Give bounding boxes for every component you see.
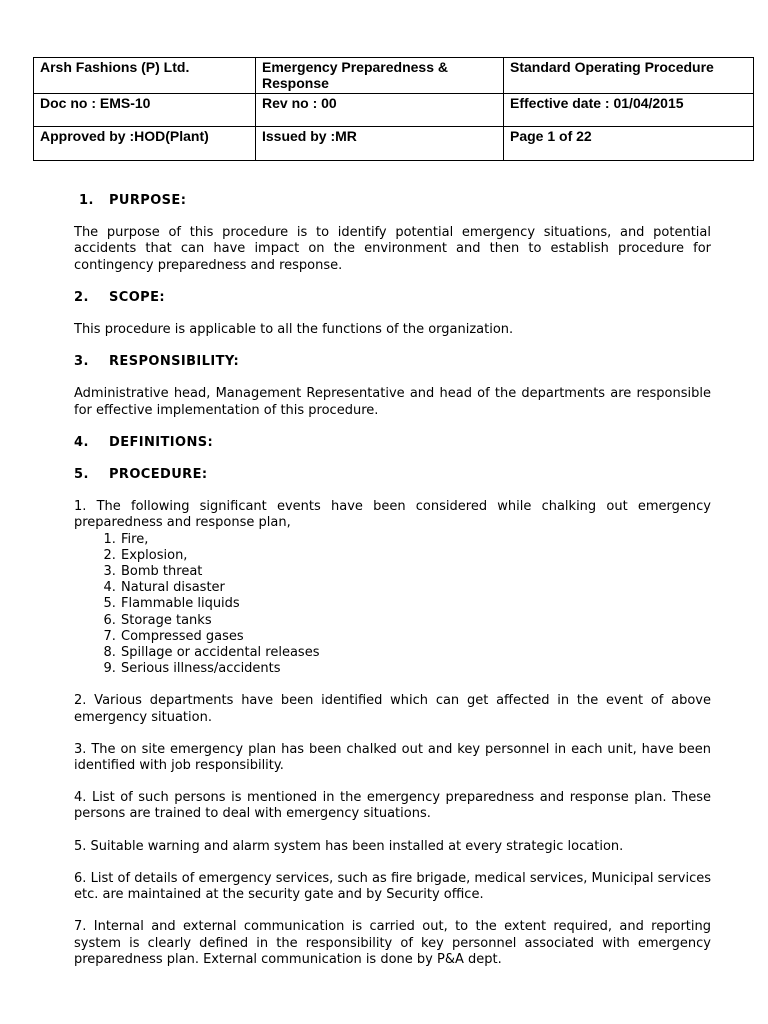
section-number: 3. [74, 354, 89, 370]
procedure-item: 5. Suitable warning and alarm system has been installed at every strategic location. [74, 838, 624, 854]
document-title: Emergency Preparedness & Response [256, 58, 504, 94]
section-title: RESPONSIBILITY: [109, 354, 240, 370]
section-heading-purpose [79, 193, 711, 209]
procedure-item: 4. List of such persons is mentioned in the emergency preparedness and response plan. These persons are trained to deal with emergency situations. [74, 790, 711, 822]
list-item: 8. Spillage or accidental releases [120, 645, 711, 661]
list-item: 1. Fire, [120, 532, 711, 548]
list-item: 3. Bomb threat [120, 564, 711, 580]
section-heading-procedure [74, 467, 711, 483]
approved-by: Approved by :HOD(Plant) [34, 127, 256, 161]
document-body [74, 193, 711, 984]
doc-number: Doc no : EMS-10 [34, 94, 256, 127]
company-name: Arsh Fashions (P) Ltd. [34, 58, 256, 94]
effective-date: Effective date : 01/04/2015 [504, 94, 754, 127]
procedure-item: 7. Internal and external communication is carried out, to the extent required, and reporting system is clearly defined in the responsibility of key personnel associated with emergency preparedness plan. External communication is done by P&A dept. [74, 919, 711, 967]
section-title: DEFINITIONS: [109, 434, 214, 450]
document-type: Standard Operating Procedure [504, 58, 754, 94]
section-title: SCOPE: [109, 289, 165, 305]
list-item: 5. Flammable liquids [120, 596, 711, 612]
scope-text: This procedure is applicable to all the functions of the organization. [74, 322, 514, 338]
revision-number: Rev no : 00 [256, 94, 504, 127]
section-heading-definitions [74, 435, 711, 451]
section-heading-scope [74, 290, 711, 306]
section-number: 4. [74, 434, 89, 450]
section-title: PURPOSE: [109, 193, 187, 208]
purpose-text: The purpose of this procedure is to identify potential emergency situations, and potential accidents that can have impact on the environment and then to establish procedure for contingency preparedness and response. [74, 225, 711, 273]
responsibility-text: Administrative head, Management Representative and head of the departments are responsible for effective implementation of this procedure. [74, 386, 711, 418]
page-number: Page 1 of 22 [504, 127, 754, 161]
list-item: 2. Explosion, [120, 548, 711, 564]
section-number: 1. [79, 193, 94, 208]
procedure-item: 6. List of details of emergency services, such as fire brigade, medical services, Municipal services etc. are maintained at the security gate and by Security office. [74, 870, 711, 903]
procedure-intro: 1. The following significant events have been considered while chalking out emergency preparedness and response plan, [74, 499, 711, 531]
issued-by: Issued by :MR [256, 127, 504, 161]
section-number: 5. [74, 467, 89, 483]
section-number: 2. [74, 289, 89, 305]
list-item: 4. Natural disaster [120, 580, 711, 596]
section-title: PROCEDURE: [109, 467, 208, 483]
list-item: 6. Storage tanks [120, 613, 711, 629]
section-heading-responsibility [74, 354, 711, 370]
procedure-item: 2. Various departments have been identified which can get affected in the event of above emergency situation. [74, 693, 711, 725]
emergency-events-list [74, 532, 711, 678]
document-header-table [33, 57, 754, 161]
list-item: 7. Compressed gases [120, 629, 711, 645]
list-item: 9. Serious illness/accidents [120, 661, 711, 677]
procedure-item: 3. The on site emergency plan has been chalked out and key personnel in each unit, have been identified with job responsibility. [74, 741, 711, 774]
